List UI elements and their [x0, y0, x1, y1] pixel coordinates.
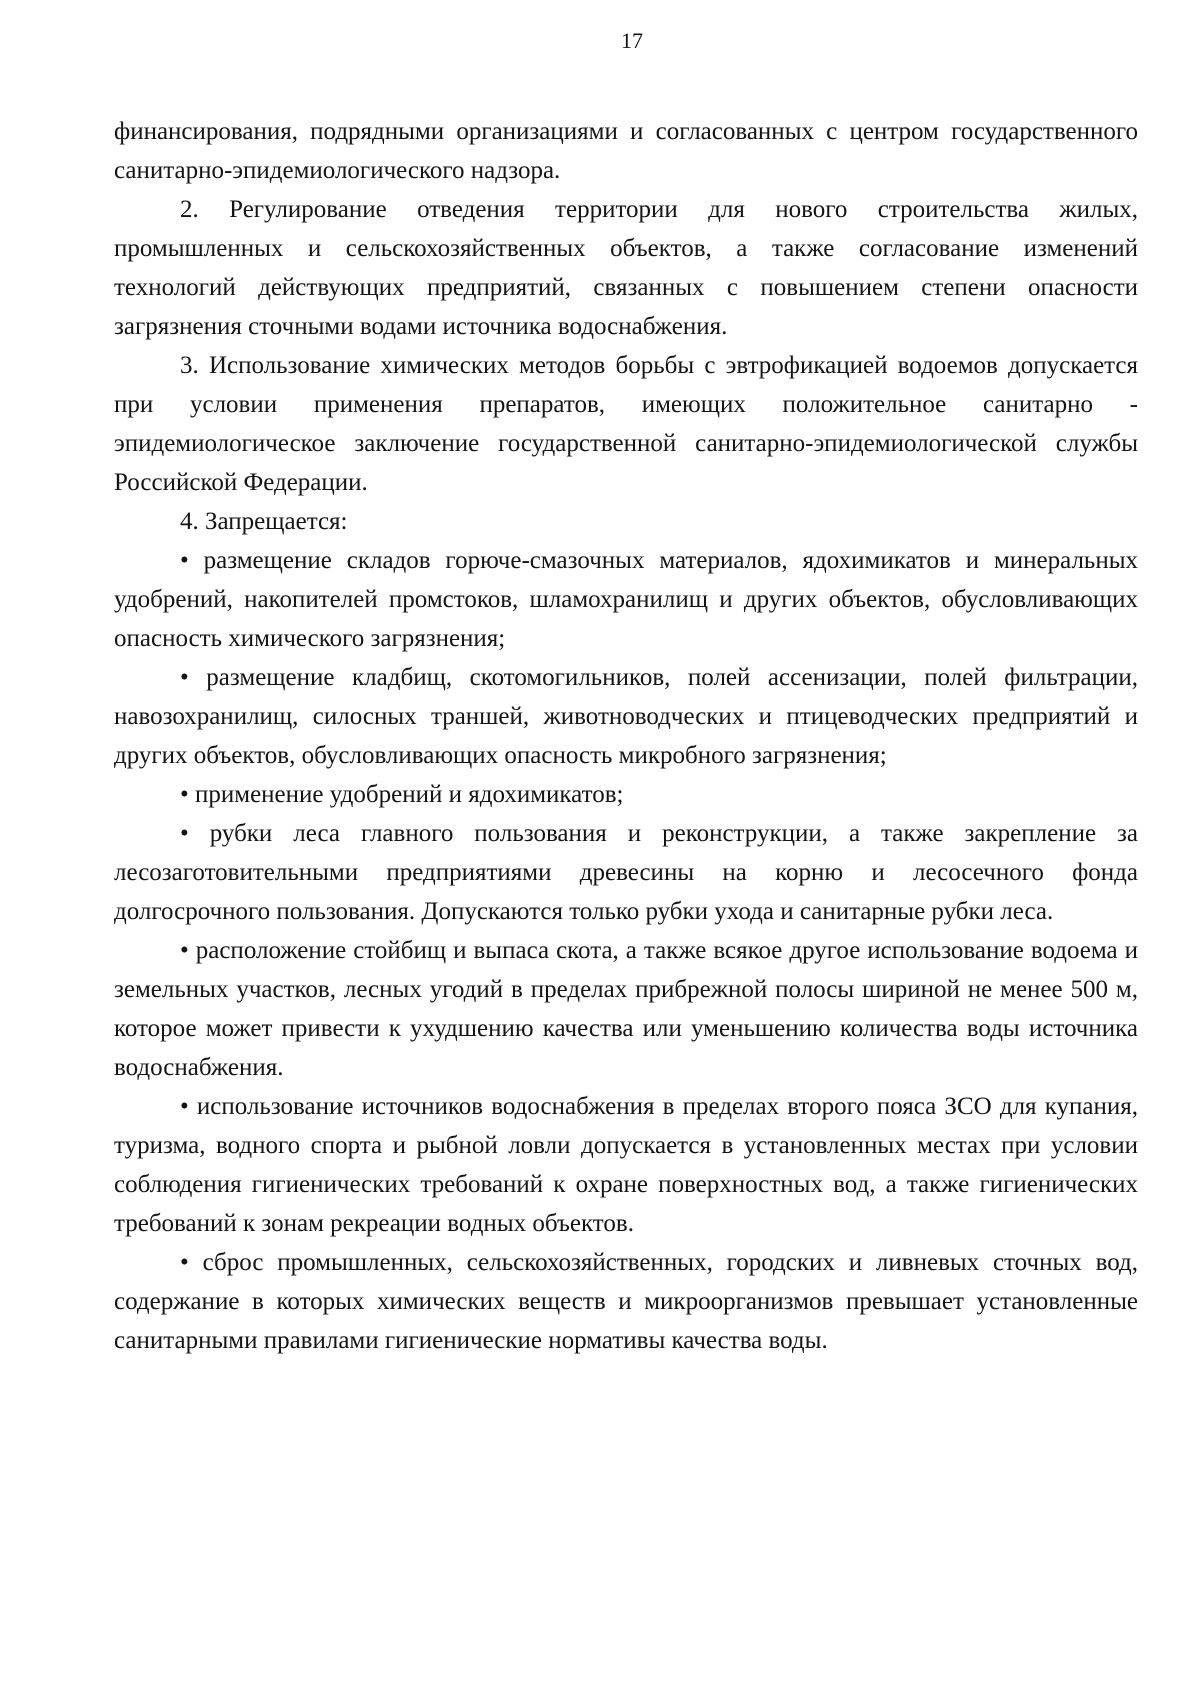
- bullet-item: • сброс промышленных, сельскохозяйственных, городских и ливневых сточных вод, содержание в которых химических веществ и микроорганизмов превышает установленные санитарными правилами гигиенические нормативы качества воды.: [114, 1249, 1138, 1354]
- paragraph-item-3: 3. Использование химических методов борьбы с эвтрофикацией водоемов допускается при условии применения препаратов, имеющих положительное санитарно - эпидемиологическое заключение государственной санитарно-эпидемиологической службы Российской Федерации.: [114, 352, 1138, 496]
- bullet-item: • размещение кладбищ, скотомогильников, полей ассенизации, полей фильтрации, навозохранилищ, силосных траншей, животноводческих и птицеводческих предприятий и других объектов, обусловливающих опасность микробного загрязнения;: [114, 664, 1138, 769]
- paragraph-item-2: 2. Регулирование отведения территории для нового строительства жилых, промышленных и сельскохозяйственных объектов, а также согласование изменений технологий действующих предприятий, связанных с повышением степени опасности загрязнения сточными водами источника водоснабжения.: [114, 196, 1138, 340]
- bullet-item: • применение удобрений и ядохимикатов;: [180, 781, 624, 808]
- paragraph-continuation: финансирования, подрядными организациями и согласованных с центром государственного санитарно-эпидемиологического надзора.: [114, 118, 1138, 184]
- bullet-item: • размещение складов горюче-смазочных материалов, ядохимикатов и минеральных удобрений, накопителей промстоков, шламохранилищ и других объектов, обусловливающих опасность химического загрязнения;: [114, 547, 1138, 652]
- page-number: 17: [621, 28, 643, 53]
- bullet-item: • рубки леса главного пользования и реконструкции, а также закрепление за лесозаготовительными предприятиями древесины на корню и лесосечного фонда долгосрочного пользования. Допускаются только рубки ухода и санитарные рубки леса.: [114, 820, 1138, 925]
- bullet-item: • использование источников водоснабжения в пределах второго пояса ЗСО для купания, туризма, водного спорта и рыбной ловли допускается в установленных местах при условии соблюдения гигиенических требований к охране поверхностных вод, а также гигиенических требований к зонам рекреации водных объектов.: [114, 1093, 1138, 1237]
- bullet-item: • расположение стойбищ и выпаса скота, а также всякое другое использование водоема и земельных участков, лесных угодий в пределах прибрежной полосы шириной не менее 500 м, которое может привести к ухудшению качества или уменьшению количества воды источника водоснабжения.: [114, 937, 1138, 1081]
- paragraph-item-4-heading: 4. Запрещается:: [180, 508, 348, 535]
- document-body: [114, 112, 1138, 1360]
